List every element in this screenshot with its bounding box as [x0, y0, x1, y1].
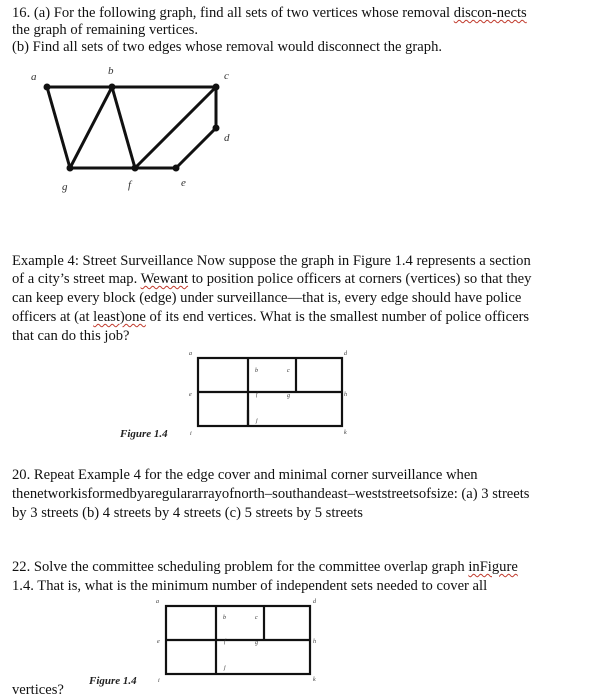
- problem-22-line-3: vertices?: [12, 682, 64, 698]
- label-a: a: [31, 71, 37, 83]
- example-4-line-1: Example 4: Street Surveillance Now suppose the graph in Figure 1.4 represents a section: [12, 253, 531, 269]
- problem-20-line-3: by 3 streets (b) 4 streets by 4 streets (c) 5 streets by 5 streets: [12, 505, 363, 521]
- misspelled-word: discon-nects: [453, 5, 527, 21]
- misspelled-word: inFigure: [468, 559, 518, 575]
- fig2-label-a: a: [156, 599, 159, 605]
- problem-20-line-1: 20. Repeat Example 4 for the edge cover and minimal corner surveillance when: [12, 467, 478, 483]
- fig2-label-g: g: [255, 640, 258, 646]
- problem-20-line-2: thenetworkisformedbyaregulararrayofnorth–southandeast–weststreetsofsize: (a) 3 streets: [12, 486, 530, 502]
- problem-16-line-1: 16. (a) For the following graph, find all sets of two vertices whose removal discon-nects: [12, 5, 527, 21]
- label-b: b: [108, 65, 114, 77]
- fig1-label-c: c: [287, 368, 290, 374]
- fig1-label-k: k: [344, 430, 347, 436]
- misspelled-word: Wewant: [140, 271, 189, 287]
- label-f: f: [128, 179, 132, 191]
- fig2-label-b: b: [223, 615, 226, 621]
- example-4-line-3: can keep every block (edge) under surveillance—that is, every edge should have police: [12, 290, 522, 306]
- problem-16-line-2: the graph of remaining vertices.: [12, 22, 198, 38]
- label-g: g: [62, 181, 68, 193]
- fig1-label-h: h: [344, 392, 347, 398]
- fig2-label-j: j: [224, 665, 226, 671]
- fig1-label-i: i: [190, 431, 192, 437]
- label-c: c: [224, 70, 229, 82]
- fig1-label-f: f: [256, 392, 258, 398]
- fig2-label-f: f: [224, 639, 226, 645]
- example-4-line-2: of a city’s street map. Wewant to position police officers at corners (vertices) so that they: [12, 271, 532, 287]
- fig2-label-e: e: [157, 639, 160, 645]
- fig1-label-e: e: [189, 392, 192, 398]
- fig1-label-b: b: [255, 368, 258, 374]
- fig1-label-j: j: [256, 418, 258, 424]
- fig1-label-d: d: [344, 351, 347, 357]
- label-e: e: [181, 177, 186, 189]
- figure-caption-bottom: Figure 1.4: [89, 675, 137, 687]
- label-d: d: [224, 132, 230, 144]
- figure-caption-top: Figure 1.4: [120, 428, 168, 440]
- example-4-line-4: officers at (at least)one of its end vertices. What is the smallest number of police officers: [12, 309, 530, 325]
- fig2-label-d: d: [313, 599, 316, 605]
- fig2-label-i: i: [158, 678, 160, 684]
- fig1-label-a: a: [189, 351, 192, 357]
- fig2-label-c: c: [255, 615, 258, 621]
- fig1-label-g: g: [287, 393, 290, 399]
- misspelled-word: least)one: [93, 309, 146, 325]
- problem-22-line-1: 22. Solve the committee scheduling problem for the committee overlap graph inFigure: [12, 559, 518, 575]
- problem-22-line-2: 1.4. That is, what is the minimum number of independent sets needed to cover all: [12, 578, 488, 594]
- fig2-label-k: k: [313, 677, 316, 683]
- fig2-label-h: h: [313, 639, 316, 645]
- example-4-line-5: that can do this job?: [12, 328, 130, 344]
- problem-16-line-3: (b) Find all sets of two edges whose removal would disconnect the graph.: [12, 39, 443, 55]
